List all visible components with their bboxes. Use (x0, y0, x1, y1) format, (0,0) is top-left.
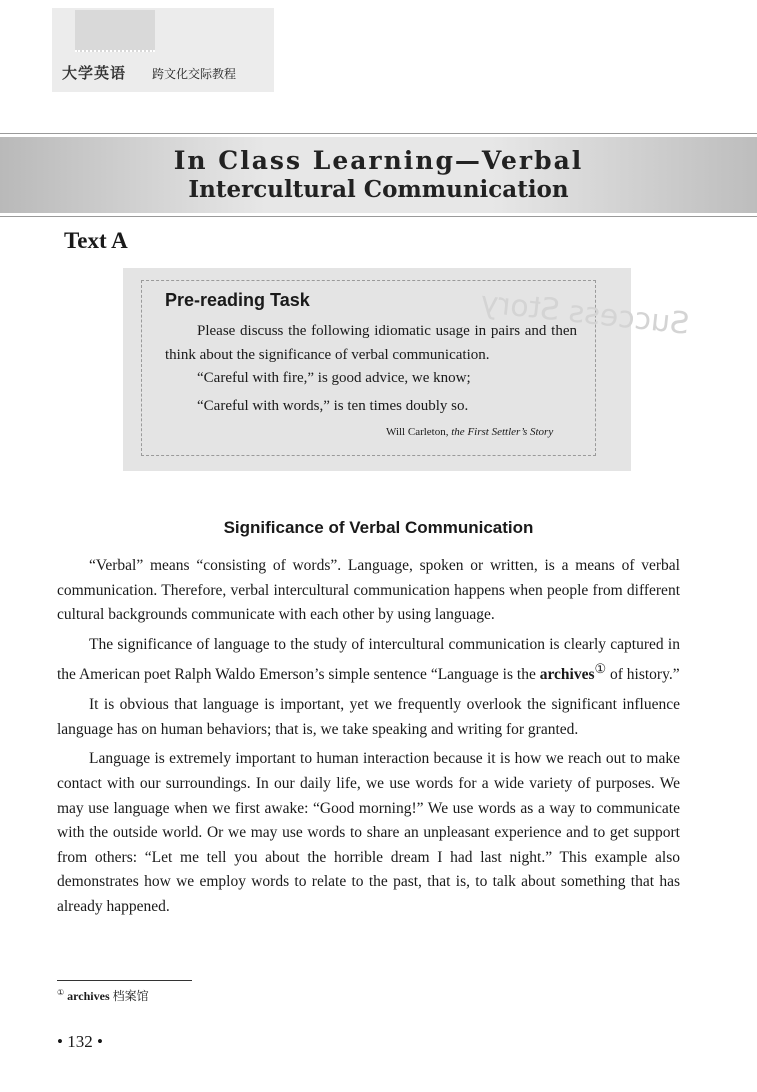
banner-title-line2: Intercultural Communication (188, 176, 569, 203)
footnote-term: archives (67, 989, 110, 1003)
footnote-ref: ① (594, 661, 607, 677)
banner-top-rule (0, 133, 757, 134)
pre-reading-title: Pre-reading Task (165, 290, 310, 310)
banner-bottom-rule (0, 216, 757, 217)
citation-author: Will Carleton, (386, 426, 452, 438)
citation-work: the First Settler’s Story (451, 426, 554, 438)
text-label: Text A (64, 228, 128, 253)
quote-line-1: “Careful with fire,” is good advice, we know; (197, 370, 471, 386)
background-watermark: Success Story (478, 285, 691, 342)
header-dotted-line (75, 50, 155, 52)
footnote-rule (57, 980, 192, 981)
book-subtitle: 跨文化交际教程 (152, 67, 237, 81)
paragraph-2 (57, 633, 680, 688)
quote-line-2: “Careful with words,” is ten times doubly so. (197, 398, 469, 414)
footnote-translation: 档案馆 (112, 989, 149, 1003)
paragraph-1: “Verbal” means “consisting of words”. Language, spoken or written, is a means of verbal communication. Therefore, verbal intercultural communication happens when people from different cultural backgrounds communicate with each other by using language. (57, 557, 680, 624)
banner-title-line1: In Class Learning—Verbal (173, 146, 584, 175)
footnote-marker: ① (57, 988, 65, 997)
pre-reading-instruction: Please discuss the following idiomatic usage in pairs and then think about the significance of verbal communication. (165, 323, 577, 363)
quote-citation (386, 426, 553, 438)
book-logo: 大学英语 (62, 64, 127, 82)
paragraph-2-text-a: The significance of language to the study of intercultural communication is clearly captured in the American poet Ralph Waldo Emerson’s simple sentence “Language is the (57, 635, 680, 684)
section-heading: Significance of Verbal Communication (223, 518, 534, 537)
page-number: • 132 • (57, 1032, 103, 1051)
header-decoration (75, 10, 155, 52)
paragraph-4: Language is extremely important to human interaction because it is how we reach out to make contact with our surroundings. In our daily life, we use words for a wide variety of purposes. We may use language when we first awake: “Good morning!” We use words as a way to communicate with the outside world. Or we may use words to share an unpleasant experience and to get support from others: “Let me tell you about the horrible dream I had last night.” This example also demonstrates how we employ words to relate to the past, that is, to talk about something that has already happened. (57, 750, 680, 915)
footnote (57, 987, 149, 1004)
archives-term: archives (539, 666, 595, 684)
body-text (57, 554, 680, 924)
paragraph-2-text-b: of history.” (606, 666, 680, 684)
paragraph-3: It is obvious that language is important, yet we frequently overlook the significant influence language has on human behaviors; that is, we take speaking and writing for granted. (57, 696, 680, 738)
